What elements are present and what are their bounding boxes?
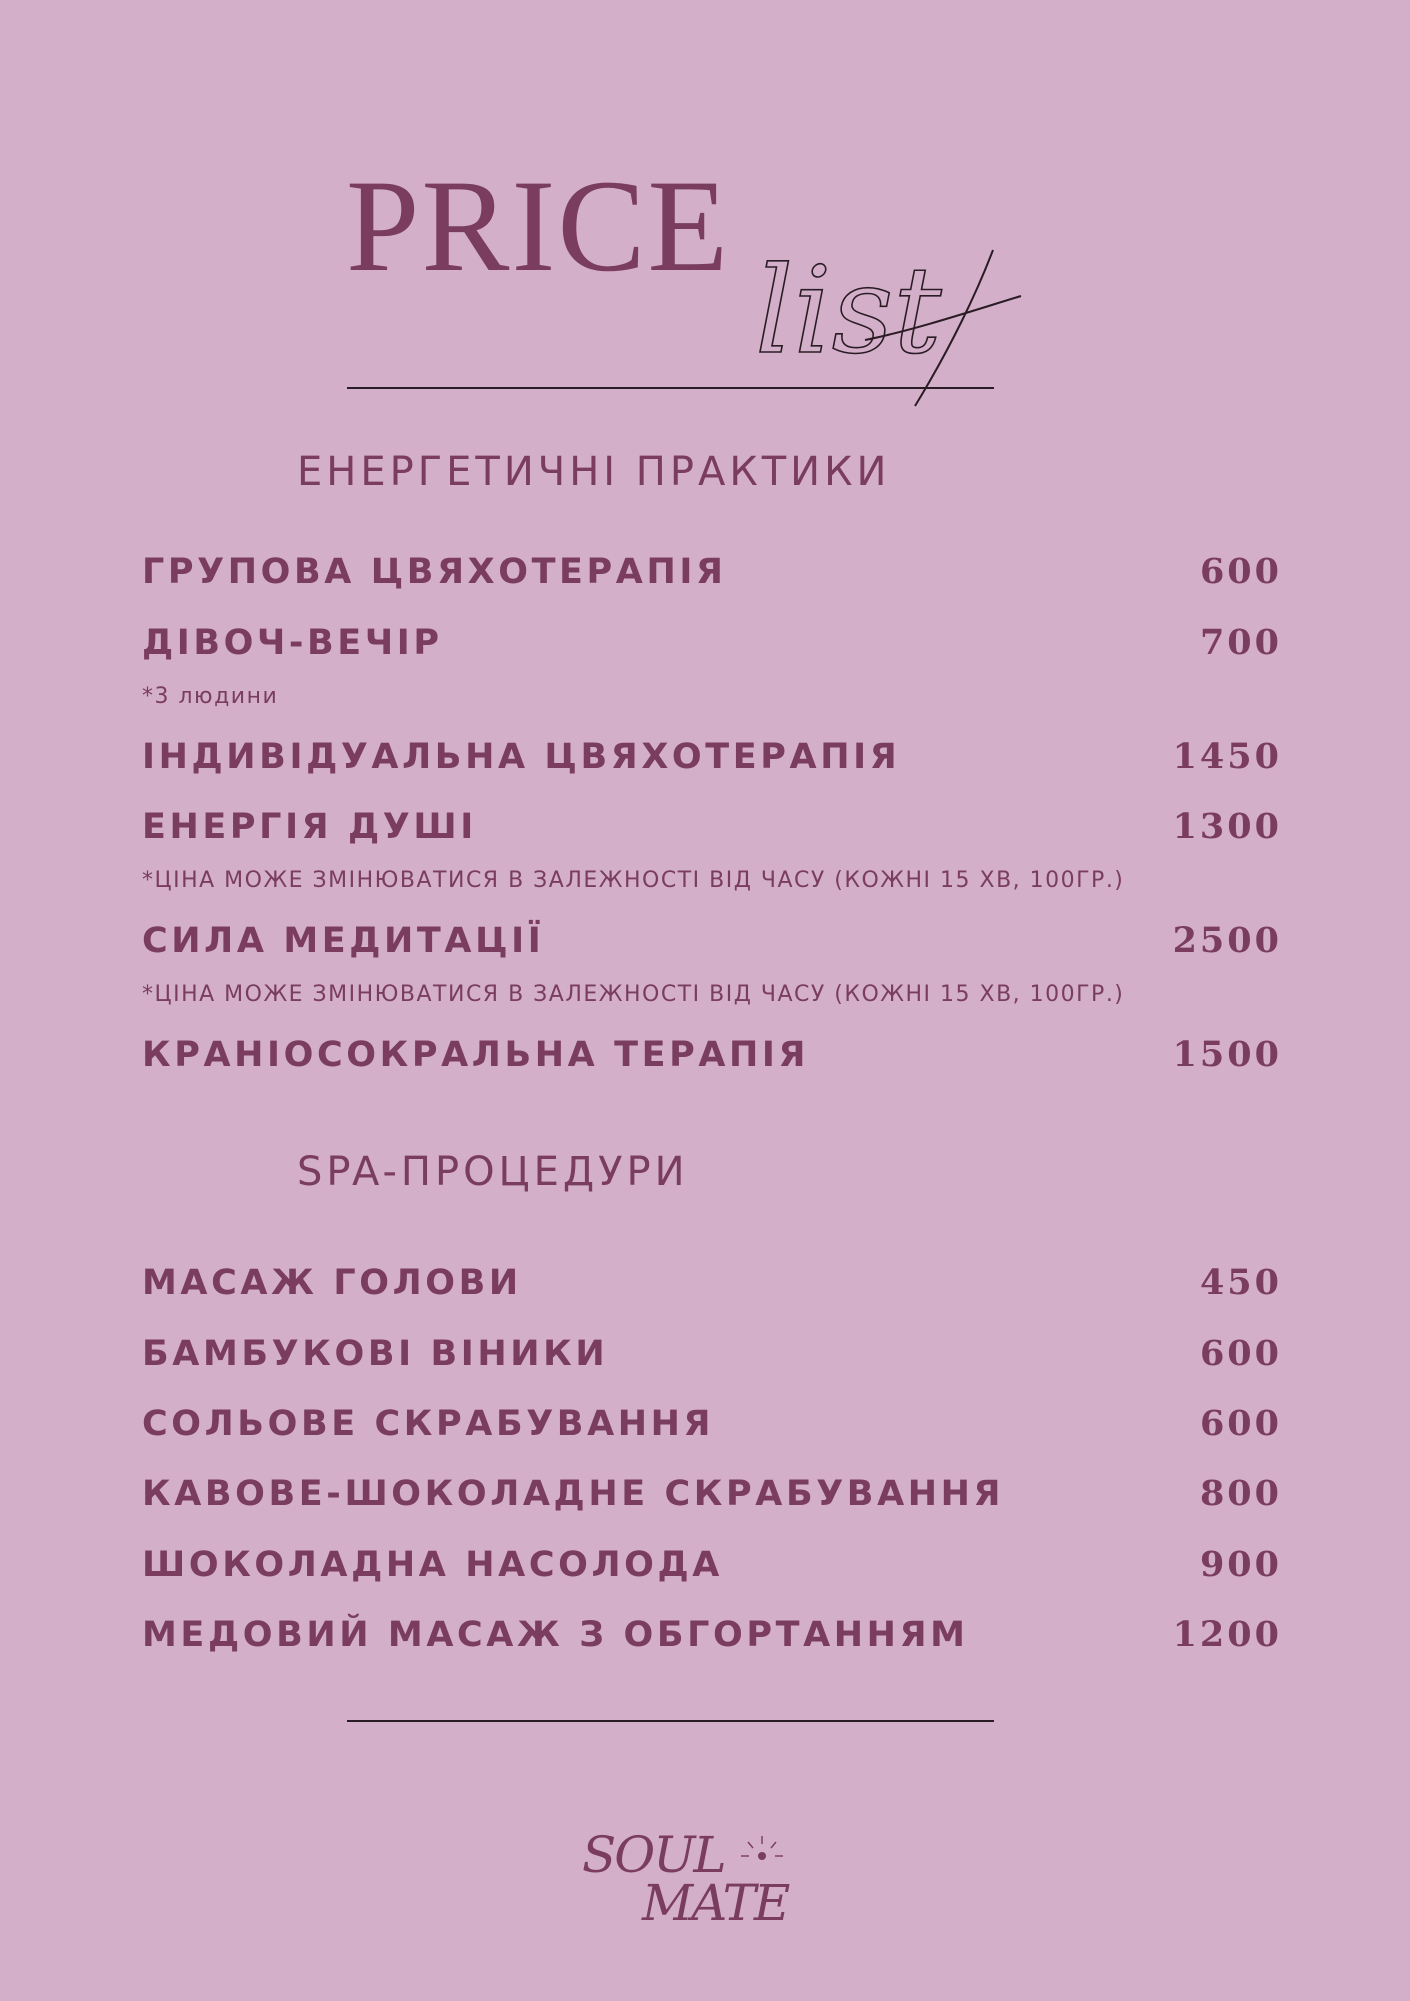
sunburst-icon: [741, 1836, 783, 1860]
price-row: [142, 1330, 1282, 1378]
service-name: КАВОВЕ-ШОКОЛАДНЕ СКРАБУВАННЯ: [142, 1474, 1005, 1514]
service-price: 800: [1199, 1473, 1282, 1514]
price-row: [142, 1611, 1282, 1659]
price-row: [142, 1541, 1282, 1589]
title-script-list: [745, 222, 1025, 412]
service-price: 700: [1199, 622, 1282, 663]
service-name: БАМБУКОВІ ВІНИКИ: [142, 1334, 609, 1374]
price-row: [142, 917, 1282, 965]
service-name: МАСАЖ ГОЛОВИ: [142, 1263, 522, 1303]
soulmate-logo-icon: [580, 1820, 805, 1930]
service-price: 1200: [1172, 1614, 1282, 1655]
service-price: 450: [1199, 1262, 1282, 1303]
divider-top: [347, 387, 994, 389]
divider-bottom: [347, 1720, 994, 1722]
service-price: 600: [1199, 1403, 1282, 1444]
service-price: 2500: [1172, 920, 1282, 961]
service-name: МЕДОВИЙ МАСАЖ З ОБГОРТАННЯМ: [142, 1615, 969, 1655]
service-price: 1450: [1172, 736, 1282, 777]
service-name: ДІВОЧ-ВЕЧІР: [142, 623, 443, 663]
price-row: [142, 1259, 1282, 1307]
service-price: 900: [1199, 1544, 1282, 1585]
service-name: ШОКОЛАДНА НАСОЛОДА: [142, 1545, 723, 1585]
service-note: *ЦІНА МОЖЕ ЗМІНЮВАТИСЯ В ЗАЛЕЖНОСТІ ВІД ЧАСУ (КОЖНІ 15 ХВ, 100ГР.): [142, 982, 1125, 1007]
service-name: ЕНЕРГІЯ ДУШІ: [142, 807, 477, 847]
service-name: СОЛЬОВЕ СКРАБУВАННЯ: [142, 1404, 715, 1444]
price-row: [142, 619, 1282, 667]
page-title: PRICE: [346, 152, 731, 299]
logo-text-mate: MATE: [642, 1874, 789, 1930]
price-row: [142, 1400, 1282, 1448]
title-script-text: list: [755, 242, 942, 381]
service-name: КРАНІОСОКРАЛЬНА ТЕРАПІЯ: [142, 1035, 810, 1075]
logo-text-soul: SOUL: [582, 1826, 725, 1884]
section-heading-energy: ЕНЕРГЕТИЧНІ ПРАКТИКИ: [297, 449, 891, 495]
service-price: 1300: [1172, 806, 1282, 847]
service-note: *3 людини: [142, 684, 279, 709]
service-name: ГРУПОВА ЦВЯХОТЕРАПІЯ: [142, 552, 727, 592]
service-price: 600: [1199, 1333, 1282, 1374]
service-price: 1500: [1172, 1034, 1282, 1075]
service-note: *ЦІНА МОЖЕ ЗМІНЮВАТИСЯ В ЗАЛЕЖНОСТІ ВІД ЧАСУ (КОЖНІ 15 ХВ, 100ГР.): [142, 868, 1125, 893]
price-row: [142, 733, 1282, 781]
price-row: [142, 803, 1282, 851]
section-heading-spa: SPA-ПРОЦЕДУРИ: [297, 1149, 689, 1195]
price-row: [142, 1470, 1282, 1518]
price-row: [142, 548, 1282, 596]
service-name: ІНДИВІДУАЛЬНА ЦВЯХОТЕРАПІЯ: [142, 737, 901, 777]
price-row: [142, 1031, 1282, 1079]
service-price: 600: [1199, 551, 1282, 592]
service-name: СИЛА МЕДИТАЦІЇ: [142, 921, 545, 961]
